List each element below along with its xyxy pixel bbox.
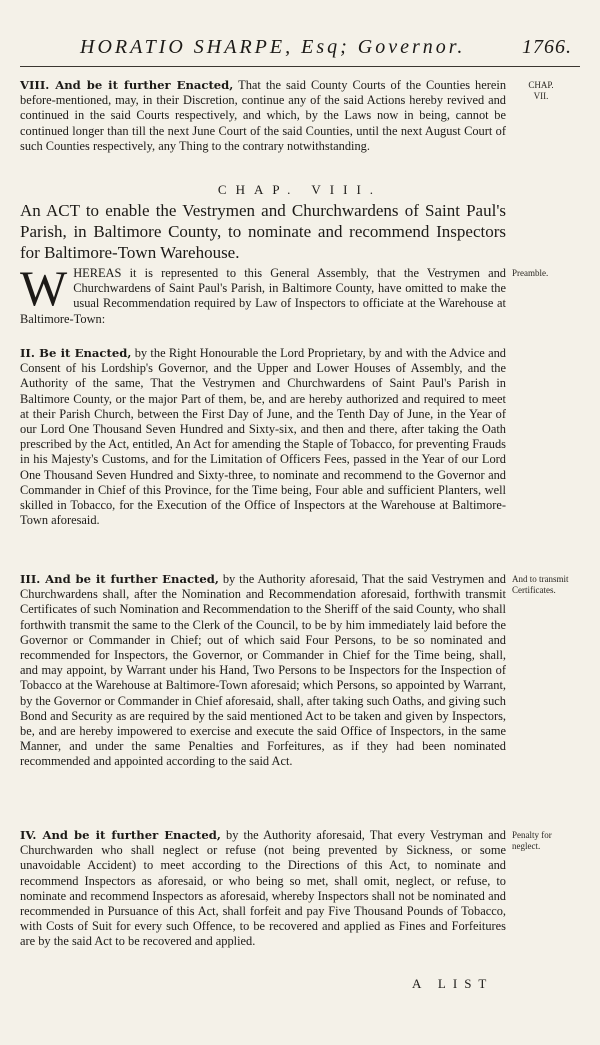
running-title: HORATIO SHARPE, Esq; Governor. bbox=[80, 36, 466, 58]
section-ii-body: by the Right Honourable the Lord Proprietary, by and with the Advice and Consent of his Lordship's Governor, and the Upper and Lower Houses of Assembly, and the Authority of the same, That the Vestrymen and Churchwardens of Saint Paul's Parish in Baltimore County, or the major Part of them, be, and are hereby authorized and required to meet at their Parish Church, between the First Day of June, and the Tenth Day of June, in the Year of our Lord One Thousand Seven Hundred and Sixty-six, and then and there, after taking the Oath prescribed by the Act, entitled, An Act for amending the Staple of Tobacco, for preventing Frauds in his Majesty's Customs, and for the Limitation of Officers Fees, passed in the Year of our Lord One Thousand Seven Hundred and Sixty-three, to nominate and recommend to the Governor and Commander in Chief of this Province, for the Time being, Four able and sufficient Planters, well skilled in Tobacco, for the Execution of the Office of Inspectors at the Warehouse at Baltimore-Town aforesaid. bbox=[20, 346, 506, 528]
margin-chap-number: VII. bbox=[533, 91, 549, 101]
section-ii bbox=[20, 346, 506, 528]
section-iii-lead: III. And be it further Enacted, bbox=[20, 572, 219, 586]
section-viii-body: That the said County Courts of the Counties herein before-mentioned, may, in their Discretion, continue any of the said Actions hereby revived and continued in the said Courts respectively, and which, by the Laws now in being, cannot be continued longer than till the next June Court of the said Counties, until the next August Court of such Counties respectively, any Thing to the contrary notwithstanding. bbox=[20, 78, 507, 153]
catchword: A LIST bbox=[412, 976, 494, 991]
margin-penalty-note: Penalty for neglect. bbox=[512, 830, 552, 851]
section-iii bbox=[20, 572, 506, 770]
section-iv-lead: IV. And be it further Enacted, bbox=[20, 828, 221, 842]
margin-chap-note bbox=[516, 80, 566, 102]
margin-chap-label: CHAP. bbox=[528, 80, 554, 90]
page-year: 1766. bbox=[522, 36, 572, 58]
running-header bbox=[52, 36, 572, 66]
preamble bbox=[20, 260, 506, 327]
chapter-heading: CHAP. VIII. bbox=[217, 182, 383, 197]
section-iv-body: by the Authority aforesaid, That every Vestryman and Churchwarden who shall neglect or refuse (not being prevented by Sickness, or some unavoidable Accident) to meet according to the Directions of this Act, to nominate and recommend Inspectors as aforesaid, or who being so met, shall omit, neglect, or refuse, to nominate and recommend Inspectors as aforesaid, whereby Inspectors shall not be nominated and recommended in Pursuance of this Act, shall forfeit and pay Five Thousand Pounds of Tobacco, with Costs of Suit for every such Offence, to be recovered and applied as Fines and Forfeitures are by the said Act to be recovered and applied. bbox=[20, 828, 506, 949]
act-title: An ACT to enable the Vestrymen and Churchwardens of Saint Paul's Parish, in Baltimore County, to nominate and recommend Inspectors for Baltimore-Town Warehouse. bbox=[20, 201, 506, 262]
section-iv bbox=[20, 828, 506, 950]
section-iii-body: by the Authority aforesaid, That the said Vestrymen and Churchwardens shall, after the Nomination and Recommendation aforesaid, forthwith transmit Certificates of such Nomination and Recommendation to the Sheriff of the said County, who shall forthwith transmit the same to the Clerk of the Council, to be by him immediately laid before the Governor or Commander in Chief; out of which said Four Persons, to be so nominated and recommended for Inspectors, the Governor, or Commander in Chief for the Time being, shall, and may appoint, by Warrant under his Hand, Two Persons to be Inspectors for the Inspection of Tobacco at the Warehouse at Baltimore-Town aforesaid; which Persons, so appointed by Warrant, by the Governor or Commander in Chief aforesaid, shall, after taking such Oaths, and giving such Bond and Security as are required by the said mentioned Act to be taken and given by Inspectors, be, and are hereby impowered to exercise and execute the said Office of Inspectors, in the same Manner, and under the same Penalties and Forfeitures, as if they had been nominated recommended and appointed according to the said Act. bbox=[20, 572, 506, 769]
preamble-body: HEREAS it is represented to this General Assembly, that the Vestrymen and Churchwardens of Saint Paul's Parish, in Baltimore County, have omitted to make the usual Recommendation required by Law of Inspectors to officiate at the Warehouse at Baltimore-Town: bbox=[20, 266, 506, 326]
margin-preamble-note: Preamble. bbox=[512, 268, 549, 278]
section-viii-lead: VIII. And be it further Enacted, bbox=[20, 78, 234, 92]
preamble-dropcap: W bbox=[20, 260, 68, 316]
section-viii bbox=[20, 78, 506, 154]
header-rule bbox=[20, 66, 580, 67]
section-ii-lead: II. Be it Enacted, bbox=[20, 346, 132, 360]
margin-transmit-note: And to transmit Certificates. bbox=[512, 574, 569, 595]
